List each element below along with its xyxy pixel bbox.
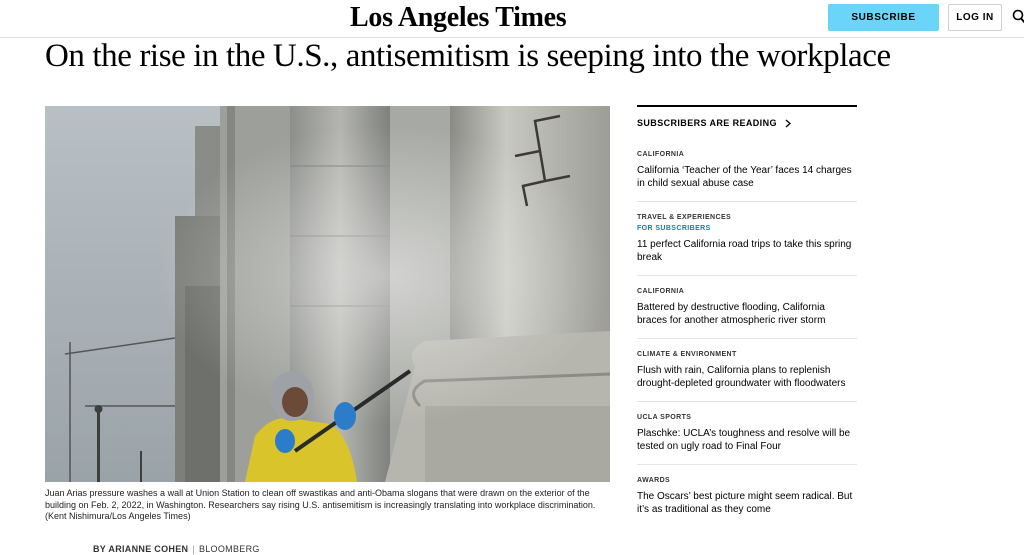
sidebar-story[interactable] bbox=[637, 402, 857, 465]
subscribers-reading-sidebar bbox=[637, 105, 857, 527]
story-section-label[interactable]: TRAVEL & EXPERIENCES bbox=[637, 214, 732, 221]
hero-photo bbox=[45, 106, 610, 482]
chevron-right-icon bbox=[785, 119, 791, 128]
byline-author[interactable]: BY ARIANNE COHEN bbox=[93, 544, 189, 554]
story-section-label[interactable]: CALIFORNIA bbox=[637, 288, 685, 295]
sidebar-story[interactable] bbox=[637, 139, 857, 202]
byline bbox=[93, 544, 260, 554]
site-logo[interactable]: Los Angeles Times bbox=[350, 2, 567, 33]
story-section-label[interactable]: AWARDS bbox=[637, 477, 671, 484]
story-title[interactable]: California ‘Teacher of the Year’ faces 14 charges in child sexual abuse case bbox=[637, 165, 852, 189]
story-title[interactable]: The Oscars’ best picture might seem radical. But it’s as traditional as they come bbox=[637, 491, 853, 515]
story-section-label[interactable]: CLIMATE & ENVIRONMENT bbox=[637, 351, 737, 358]
login-button[interactable]: LOG IN bbox=[948, 4, 1002, 31]
story-title[interactable]: Battered by destructive flooding, California braces for another atmospheric river storm bbox=[637, 302, 826, 326]
subscribe-button[interactable]: SUBSCRIBE bbox=[828, 4, 939, 31]
search-icon[interactable] bbox=[1012, 9, 1024, 25]
story-title[interactable]: Plaschke: UCLA’s toughness and resolve will be tested on ugly road to Final Four bbox=[637, 428, 851, 452]
sidebar-story[interactable] bbox=[637, 339, 857, 402]
sidebar-story[interactable] bbox=[637, 465, 857, 527]
for-subscribers-tag: FOR SUBSCRIBERS bbox=[637, 225, 711, 232]
byline-org[interactable]: BLOOMBERG bbox=[198, 544, 260, 554]
sidebar-heading[interactable] bbox=[637, 107, 857, 139]
photo-caption: Juan Arias pressure washes a wall at Union Station to clean off swastikas and anti-Obama slogans that were drawn on the exterior of the building on Feb. 2, 2022, in Washington. Researchers say rising U.S. antisemitism is increasingly translating into workplace discrimination. (Kent Nishimura/Los Angeles Times) bbox=[45, 488, 596, 521]
masthead bbox=[0, 0, 1024, 38]
sidebar-story[interactable] bbox=[637, 276, 857, 339]
byline-separator: | bbox=[192, 544, 195, 554]
article-headline: On the rise in the U.S., antisemitism is seeping into the workplace bbox=[45, 38, 891, 74]
story-title[interactable]: 11 perfect California road trips to take this spring break bbox=[637, 239, 852, 263]
story-section-label[interactable]: CALIFORNIA bbox=[637, 151, 685, 158]
story-section-label[interactable]: UCLA SPORTS bbox=[637, 414, 692, 421]
story-title[interactable]: Flush with rain, California plans to replenish drought-depleted groundwater with floodwaters bbox=[637, 365, 846, 389]
sidebar-heading-label: SUBSCRIBERS ARE READING bbox=[637, 118, 777, 128]
sidebar-story[interactable] bbox=[637, 202, 857, 276]
